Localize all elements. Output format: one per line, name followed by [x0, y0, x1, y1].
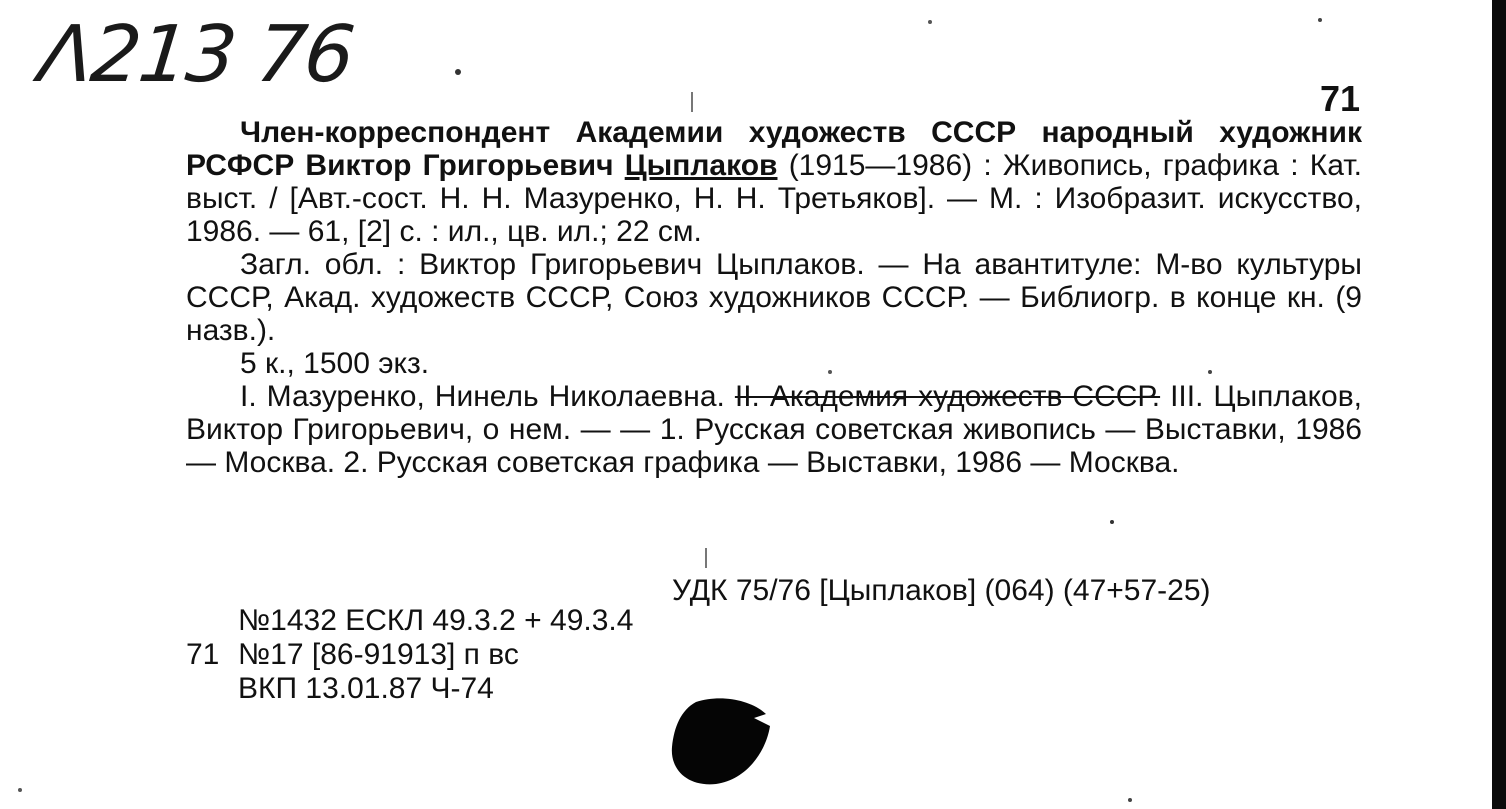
entry-heading-rest: (1915—1986) : Живопись, графика : Кат. выст. / [Авт.-сост. Н. Н. Мазуренко, Н. Н. Третьяков]. — М. : Изобразит. искусство, 1986. — 61, [2] с. : ил., цв. ил.; 22 см.	[186, 149, 1362, 248]
entry-price: 5 к., 1500 экз.	[240, 347, 430, 380]
meta-line-3-text: ВКП 13.01.87 Ч-74	[238, 672, 494, 705]
entry-heading	[186, 116, 1362, 248]
entry-surname: Цыплаков	[624, 149, 778, 182]
meta-line-1-text: №1432 ЕСКЛ 49.3.2 + 49.3.4	[238, 604, 634, 637]
meta-line-1	[186, 604, 633, 638]
page-number: 71	[1319, 78, 1360, 119]
tracing-struck: II. Академия художеств СССР.	[734, 380, 1161, 413]
entry-tracings	[186, 380, 1362, 479]
tracing-start: I. Мазуренко, Нинель Николаевна.	[240, 380, 725, 413]
meta-line-2-prefix: 71	[186, 638, 220, 671]
entry-cover-note: Загл. обл. : Виктор Григорьевич Цыплаков. — На авантитуле: М-во культуры СССР, Акад. художеств СССР, Союз художников СССР. — Библиогр. в конце кн. (9 назв.).	[186, 248, 1362, 347]
entry-heading-bold: Член-корреспондент Академии художеств СССР народный художник РСФСР Виктор Григорьевич	[186, 116, 1362, 182]
ink-blot	[666, 692, 776, 792]
card-meta	[186, 604, 633, 706]
handwritten-inventory-number: Λ213 76	[35, 10, 358, 100]
scan-edge	[1492, 0, 1506, 809]
bibliographic-entry	[186, 116, 1362, 479]
meta-line-2	[186, 638, 633, 672]
udk-code: УДК 75/76 [Цыплаков] (064) (47+57-25)	[672, 574, 1211, 607]
tracing-end: III. Цыплаков, Виктор Григорьевич, о нем. — — 1. Русская советская живопись — Выставки, 1986 — Москва. 2. Русская советская графика — Выставки, 1986 — Москва.	[186, 380, 1362, 479]
meta-line-3	[186, 672, 633, 706]
meta-line-2-text: №17 [86-91913] п вс	[238, 638, 519, 671]
